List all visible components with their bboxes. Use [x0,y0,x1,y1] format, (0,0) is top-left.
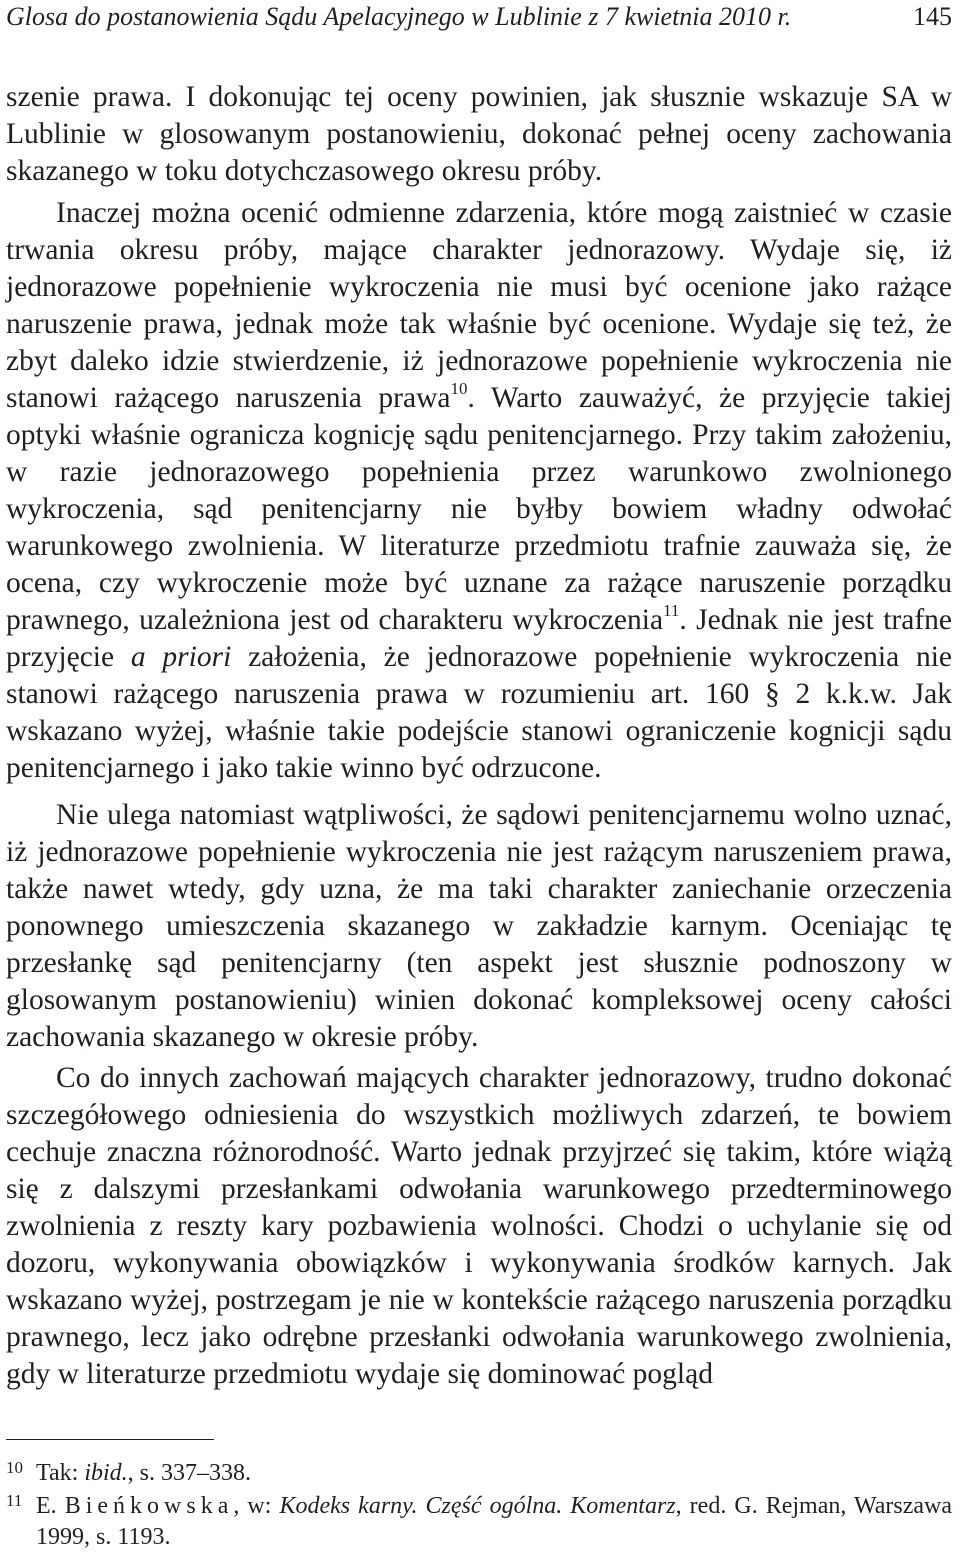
paragraph-3-text: Nie ulega natomiast wątpliwości, że sądowi penitencjarnemu wolno uznać, iż jednorazowe popełnienie wykroczenia nie jest rażącym naruszeniem prawa, także nawet wtedy, gdy uzna, że ma taki charakter zaniechanie orzeczenia ponownego umieszczenia skazanego w zakładzie karnym. Oceniając tę przesłankę sąd penitencjarny (ten aspekt jest słusznie podnoszony w glosowanym postanowieniu) winien dokonać kompleksowej oceny całości zachowania skazanego w okresie próby. [6,799,952,1053]
paragraph-3 [6,797,952,1056]
running-title: Glosa do postanowienia Sądu Apelacyjnego w Lublinie z 7 kwietnia 2010 r. [6,2,792,31]
paragraph-2 [6,195,952,787]
footnote-11-text-b: , w: [233,1493,280,1519]
footnote-10-text [36,1458,952,1489]
paragraph-2-text-a: Inaczej można ocenić odmienne zdarzenia, które mogą zaistnieć w czasie trwania okresu próby, mające charakter jednorazowy. Wydaje się, iż jednorazowe popełnienie wykroczenia nie musi być ocenione jako rażące naruszenie prawa, jednak może tak właśnie być ocenione. Wydaje się też, że zbyt daleko idzie stwierdzenie, iż jednorazowe popełnienie wykroczenia nie stanowi rażącego naruszenia prawa [6,197,952,414]
footnote-11 [6,1491,952,1553]
paragraph-2-text-b: . Warto zauważyć, że przyjęcie takiej optyki właśnie ogranicza kognicję sądu penitencjarnego. Przy takim założeniu, w razie jednorazowego popełnienia przez warunkowo zwolnionego wykroczenia, sąd penitencjarny nie byłby bowiem władny odwołać warunkowego zwolnienia. W literaturze przedmiotu trafnie zauważa się, że ocena, czy wykroczenie może być uznane za rażące naruszenie porządku prawnego, uzależniona jest od charakteru wykroczenia [6,382,953,636]
footnote-11-text [36,1491,952,1553]
paragraph-4 [6,1060,952,1393]
footnote-11-italic: Kodeks karny. Część ogólna. Komentarz [279,1493,676,1519]
footnote-10-number: 10 [6,1458,23,1477]
footnote-10-text-b: , s. 337–338. [127,1460,251,1486]
footnote-11-text-a: E. [36,1493,65,1519]
footnote-10-text-a: Tak: [36,1460,85,1486]
footnote-10-italic: ibid. [84,1460,128,1486]
paragraph-2-text-c: . Jednak nie jest trafne przyjęcie [6,604,952,673]
running-header [6,2,952,38]
paragraph-2-text-d: założenia, że jednorazowe popełnienie wykroczenia nie stanowi rażącego naruszenia prawa w rozumieniu art. 160 § 2 k.k.w. Jak wskazano wyżej, właśnie takie podejście stanowi ograniczenie kognicji sądu penitencjarnego i jako takie winno być odrzucone. [6,641,953,784]
paragraph-4-text: Co do innych zachowań mających charakter jednorazowy, trudno dokonać szczegółowego odniesienia do wszystkich możliwych zdarzeń, te bowiem cechuje znaczna różnorodność. Warto jednak przyjrzeć się takim, które wiążą się z dalszymi przesłankami odwołania warunkowego przedterminowego zwolnienia z reszty kary pozbawienia wolności. Chodzi o uchylanie się od dozoru, wykonywania obowiązków i wykonywania środków karnych. Jak wskazano wyżej, postrzegam je nie w kontekście rażącego naruszenia porządku prawnego, lecz jako odrębne przesłanki odwołania warunkowego zwolnienia, gdy w literaturze przedmiotu wydaje się dominować pogląd [6,1062,952,1390]
footnote-11-number: 11 [6,1491,23,1510]
paragraph-1 [6,79,952,190]
footnote-11-text-c: , red. G. Rejman, Warszawa 1999, s. 1193. [36,1493,952,1550]
footnote-10 [6,1458,952,1489]
footnote-11-author: Bieńkowska [64,1493,234,1519]
footnote-divider [6,1439,214,1440]
page-number: 145 [913,2,952,31]
footnote-ref-10: 10 [450,379,468,399]
footnote-ref-11: 11 [663,601,680,621]
paragraph-1-text: szenie prawa. I dokonując tej oceny powinien, jak słusznie wskazuje SA w Lublinie w glosowanym postanowieniu, dokonać pełnej oceny zachowania skazanego w toku dotychczasowego okresu próby. [6,81,952,187]
italic-a-priori: a priori [130,641,232,673]
